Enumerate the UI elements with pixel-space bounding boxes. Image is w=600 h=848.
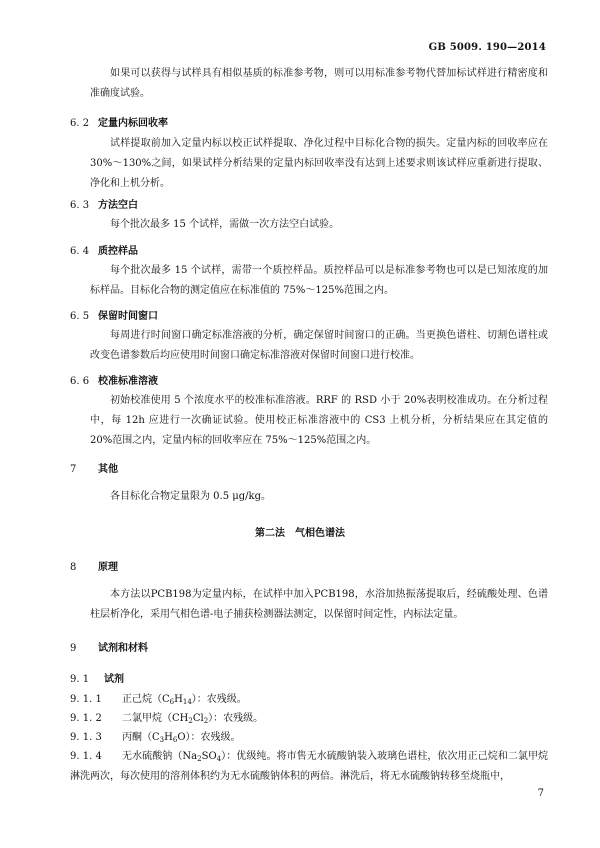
formula-text: SO [201, 751, 217, 762]
formula-text: ）：农残级。 [208, 713, 264, 724]
section-9-heading [70, 639, 148, 654]
subscript: 2 [203, 717, 209, 725]
formula-text: O）：农残级。 [177, 732, 241, 743]
section-6-2-heading [70, 114, 168, 129]
reagent-item-acetone [70, 728, 548, 748]
section-title: 原理 [98, 562, 118, 573]
section-6-4-heading [70, 242, 138, 257]
formula-text: H [164, 732, 173, 743]
section-title: 方法空白 [98, 200, 138, 211]
section-8-heading [70, 558, 118, 573]
formula-text: 二氯甲烷（CH [122, 713, 189, 724]
section-number: 6. 5 [70, 311, 90, 322]
item-number: 9. 1. 4 [70, 751, 102, 762]
section-number: 8 [70, 562, 77, 573]
reagent-item-hexane [70, 690, 548, 710]
formula-text: ）：农残级。 [191, 694, 247, 705]
formula-text: 丙酮（C [122, 732, 160, 743]
subscript: 6 [169, 698, 175, 706]
section-title: 定量内标回收率 [98, 118, 168, 129]
section-number: 6. 2 [70, 118, 90, 129]
section-title: 保留时间窗口 [98, 311, 158, 322]
section-title: 试剂和材料 [98, 643, 148, 654]
reagent-item-sodium-sulfate [70, 747, 548, 787]
page-number: 7 [537, 788, 544, 799]
reagent-item-dichloromethane [70, 709, 548, 729]
section-6-5-text: 每周进行时间窗口确定标准溶液的分析，确定保留时间窗口的正确。当更换色谱柱、切割色谱柱或改变色谱参数后均应使用时间窗口确定标准溶液对保留时间窗口进行校准。 [90, 330, 548, 361]
item-number: 9. 1. 1 [70, 694, 102, 705]
section-6-4-text: 每个批次最多 15 个试样，需带一个质控样品。质控样品可以是标准参考物也可以是已知浓度的加标样品。目标化合物的测定值应在标准值的 75%～125%范围之内。 [90, 265, 548, 296]
section-7-heading [70, 460, 118, 475]
formula-text: 无水硫酸钠（Na [122, 751, 198, 762]
section-number: 6. 3 [70, 200, 90, 211]
section-title: 试剂 [104, 674, 124, 685]
section-6-2-text: 试样提取前加入定量内标以校正试样提取、净化过程中目标化合物的损失。定量内标的回收率应在30%～130%之间，如果试样分析结果的定量内标回收率没有达到上述要求则该试样应重新进行提取、净化和上机分析。 [90, 138, 548, 189]
section-8-text: 本方法以PCB198为定量内标，在试样中加入PCB198，水浴加热振荡提取后，经硫酸处理、色谱柱层析净化，采用气相色谱-电子捕获检测器法测定，以保留时间定性，内标法定量。 [90, 589, 548, 620]
section-title: 其他 [98, 464, 118, 475]
section-title: 校准标准溶液 [98, 376, 158, 387]
section-6-6-text: 初始校准使用 5 个浓度水平的校准标准溶液。RRF 的 RSD 小于 20%表明校准成功。在分析过程中，每 12h 应进行一次确证试验。使用校正标准溶液中的 CS3 上机分析，分析结果应在其定值的 20%范围之内，定量内标的回收率应在 75%～125%范围之内。 [90, 395, 548, 446]
section-number: 6. 4 [70, 246, 90, 257]
paragraph-reference-material: 如果可以获得与试样具有相似基质的标准参考物，则可以用标准参考物代替加标试样进行精密度和准确度试验。 [90, 68, 548, 99]
section-number: 7 [70, 464, 77, 475]
section-6-3-heading [70, 196, 138, 211]
section-6-3-text: 每个批次最多 15 个试样，需做一次方法空白试验。 [110, 219, 340, 230]
subscript: 4 [216, 755, 222, 763]
subscript: 6 [172, 736, 178, 744]
formula-text: H [174, 694, 183, 705]
formula-text: 正己烷（C [122, 694, 170, 705]
standard-code-header: GB 5009. 190—2014 [428, 42, 546, 53]
section-6-6-heading [70, 372, 158, 387]
section-number: 9. 1 [70, 674, 90, 685]
subscript: 14 [182, 698, 192, 706]
section-number: 9 [70, 643, 77, 654]
method-two-title: 第二法 气相色谱法 [255, 528, 345, 539]
formula-text: ）：优级纯。将市售无水硫酸钠装入玻璃色谱柱，依次用正己烷和二氯甲烷淋洗两次，每次使用的溶剂体积约为无水硫酸钠体积的两倍。淋洗后，将无水硫酸钠转移至烧瓶中， [70, 751, 549, 782]
subscript: 2 [188, 717, 193, 725]
subscript: 3 [159, 736, 165, 744]
section-9-1-heading [70, 670, 124, 685]
formula-text: Cl [192, 713, 204, 724]
section-6-5-heading [70, 307, 158, 322]
item-number: 9. 1. 2 [70, 713, 102, 724]
section-title: 质控样品 [98, 246, 138, 257]
section-number: 6. 6 [70, 376, 90, 387]
section-7-text: 各目标化合物定量限为 0.5 μg/kg。 [110, 491, 271, 502]
subscript: 2 [197, 755, 202, 763]
item-number: 9. 1. 3 [70, 732, 102, 743]
